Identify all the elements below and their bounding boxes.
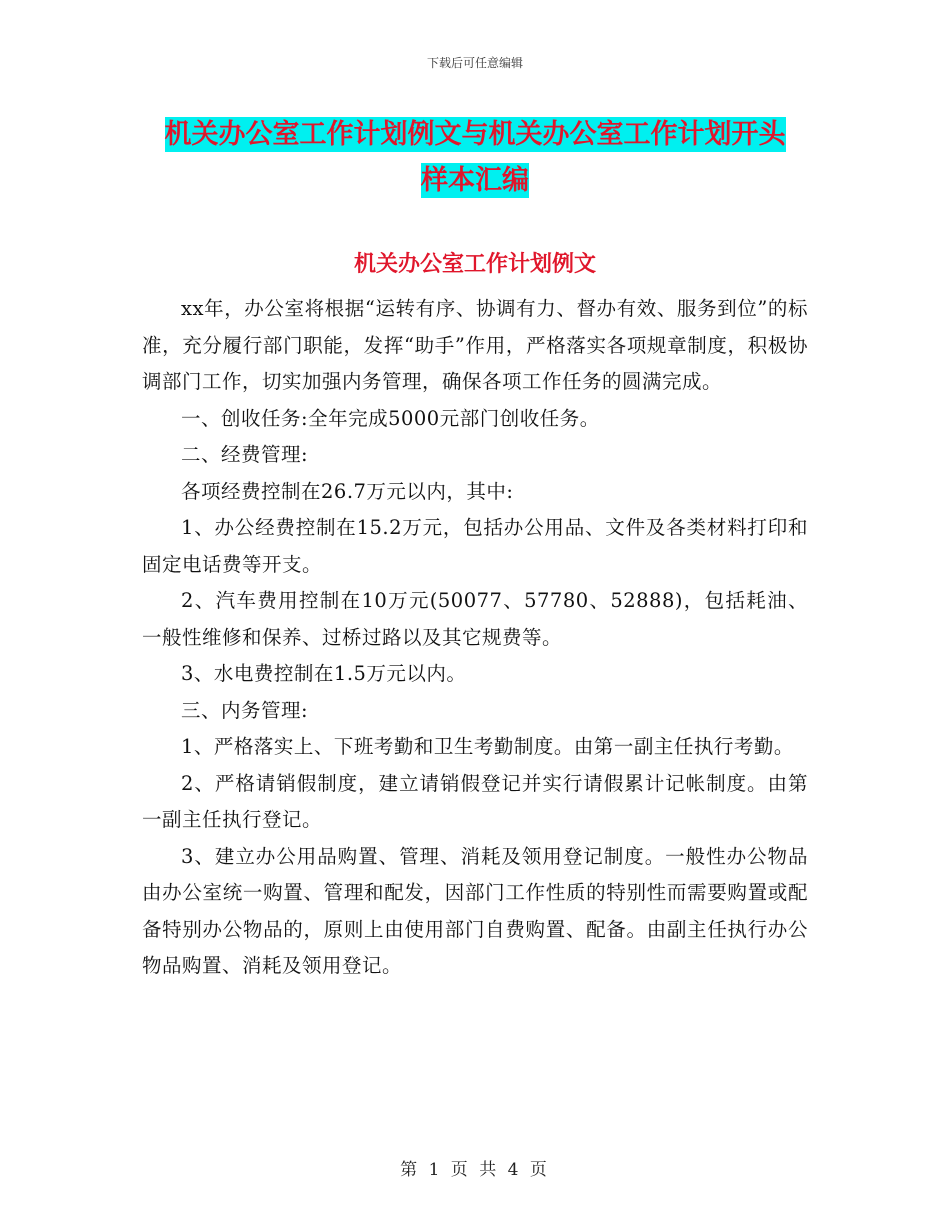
- paragraph-attendance: 1、严格落实上、下班考勤和卫生考勤制度。由第一副主任执行考勤。: [181, 735, 794, 758]
- paragraph-internal-heading: 三、内务管理:: [181, 698, 309, 722]
- document-body: [142, 291, 808, 985]
- paragraph-vehicle-expense: 2、汽车费用控制在10万元(50077、57780、52888)，包括耗油、一般性维修和保养、过桥过路以及其它规费等。: [142, 589, 808, 649]
- paragraph-leave: 2、严格请销假制度，建立请销假登记并实行请假累计记帐制度。由第一副主任执行登记。: [142, 771, 808, 831]
- paragraph-supplies: 3、建立办公用品购置、管理、消耗及领用登记制度。一般性办公物品由办公室统一购置、管理和配发，因部门工作性质的特别性而需要购置或配备特别办公物品的，原则上由使用部门自费购置、配备。由副主任执行办公物品购置、消耗及领用登记。: [142, 844, 808, 977]
- document-title: [140, 112, 810, 204]
- document-title-line-1: 机关办公室工作计划例文与机关办公室工作计划开头: [164, 119, 786, 150]
- paragraph-utility-expense: 3、水电费控制在1.5万元以内。: [181, 662, 467, 685]
- paragraph-budget-heading: 二、经费管理:: [181, 443, 309, 466]
- paragraph-office-expense: 1、办公经费控制在15.2万元，包括办公用品、文件及各类材料打印和固定电话费等开支。: [142, 516, 808, 576]
- page-footer: 第 1 页 共 4 页: [400, 1160, 550, 1180]
- paragraph-intro: xx年，办公室将根据“运转有序、协调有力、督办有效、服务到位”的标准，充分履行部门职能，发挥“助手”作用，严格落实各项规章制度，积极协调部门工作，切实加强内务管理，确保各项工作任务的圆满完成。: [142, 297, 808, 393]
- document-title-line-2: 样本汇编: [421, 165, 529, 196]
- paragraph-budget-total: 各项经费控制在26.7万元以内，其中:: [181, 479, 514, 503]
- section-title: 机关办公室工作计划例文: [353, 252, 596, 277]
- paragraph-revenue-task: 一、创收任务:全年完成5000元部门创收任务。: [181, 406, 600, 430]
- header-note: 下载后可任意编辑: [426, 56, 523, 70]
